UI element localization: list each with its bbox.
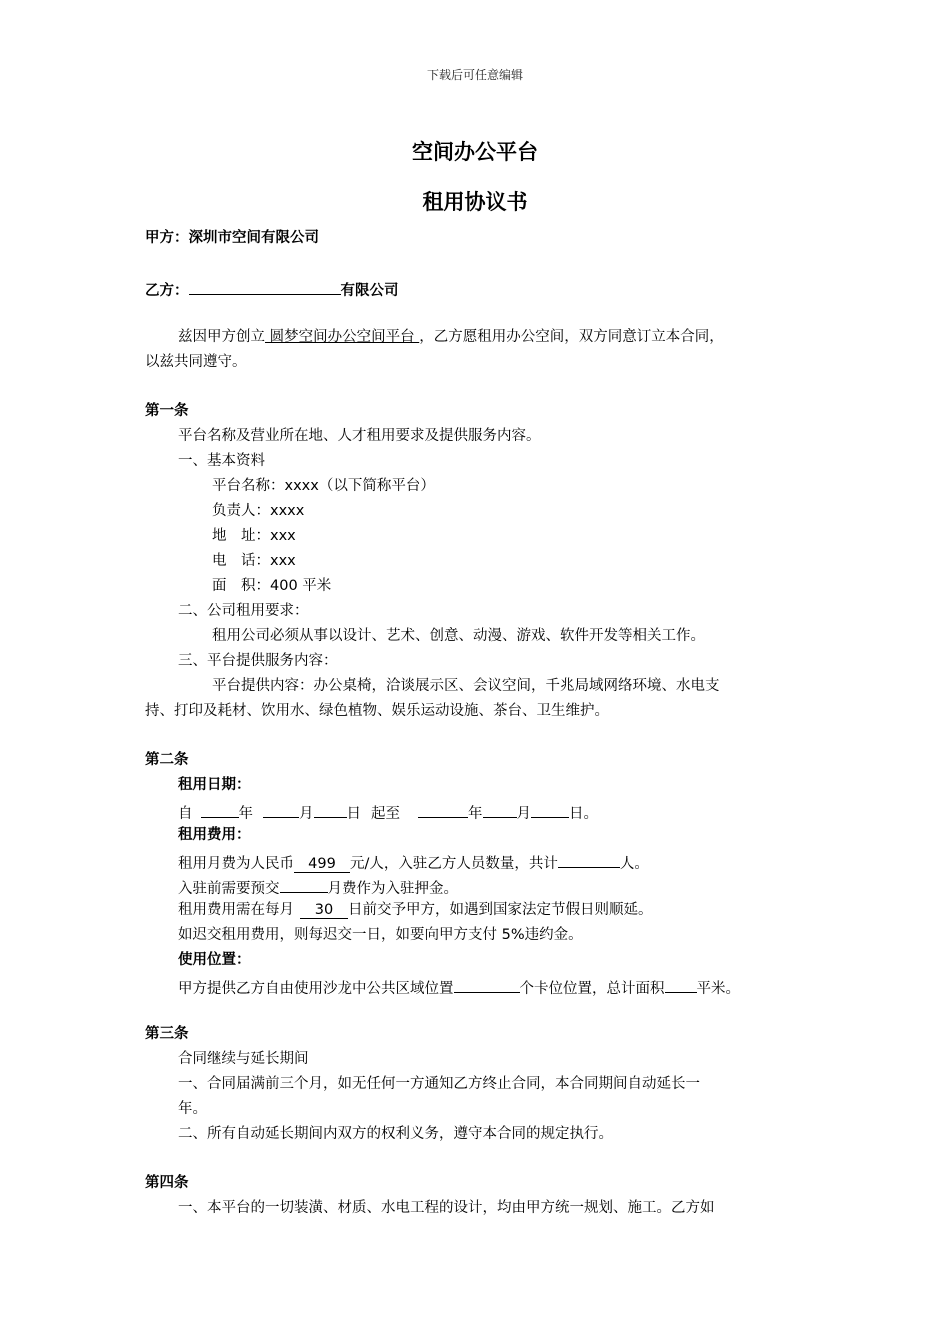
seat-count-blank[interactable] (454, 975, 520, 993)
article-3-clause-1-cont: 年。 (178, 1101, 207, 1117)
services-line-2: 持、打印及耗材、饮用水、绿色植物、娱乐运动设施、茶台、卫生维护。 (145, 703, 609, 719)
phone-label: 电 话： (212, 553, 270, 569)
monthly-fee-line (178, 850, 649, 874)
location-text: 甲方提供乙方自由使用沙龙中公共区域位置 (178, 981, 454, 997)
party-b (145, 277, 399, 301)
start-day-blank[interactable] (314, 800, 347, 818)
intro-platform-name: 圆梦空间办公空间平台 (265, 329, 420, 345)
document-subtitle: 租用协议书 (422, 190, 528, 214)
payment-text: 租用费用需在每月 (178, 902, 294, 918)
date-to-label: 起至 (371, 806, 400, 822)
year-label-end: 年 (468, 806, 483, 822)
article-3-clause-1: 一、合同届满前三个月，如无任何一方通知乙方终止合同，本合同期间自动延长一 (178, 1076, 700, 1092)
payment-day[interactable]: 30 (300, 901, 348, 919)
fee-text-cont: 元/人，入驻乙方人员数量，共计 (350, 856, 558, 872)
location-text-end: 平米。 (696, 981, 740, 997)
address-value: xxx (270, 528, 296, 544)
platform-area (212, 576, 331, 596)
total-area-blank[interactable] (665, 975, 697, 993)
deposit-months-blank[interactable] (280, 875, 328, 893)
usage-location-line (178, 975, 740, 999)
end-month-blank[interactable] (483, 800, 517, 818)
month-label: 月 (299, 806, 314, 822)
end-year-blank[interactable] (418, 800, 468, 818)
party-b-suffix: 有限公司 (340, 283, 399, 299)
article-1-section-2: 二、公司租用要求： (178, 603, 309, 619)
usage-location-heading: 使用位置： (178, 952, 251, 968)
payment-text-cont: 日前交予甲方，如遇到国家法定节假日则顺延。 (348, 902, 653, 918)
rental-requirement: 租用公司必须从事以设计、艺术、创意、动漫、游戏、软件开发等相关工作。 (212, 628, 705, 644)
month-label-end: 月 (516, 806, 531, 822)
start-month-blank[interactable] (263, 800, 299, 818)
day-label: 日 (346, 806, 361, 822)
platform-name: 平台名称：xxxx（以下简称平台） (212, 478, 435, 494)
rental-fee-heading: 租用费用： (178, 827, 251, 843)
day-label-end: 日。 (569, 806, 598, 822)
payment-due-line (178, 900, 653, 920)
end-day-blank[interactable] (531, 800, 569, 818)
document-title: 空间办公平台 (412, 140, 538, 164)
year-label: 年 (238, 806, 253, 822)
address-label: 地 址： (212, 528, 270, 544)
location-text-cont: 个卡位位置，总计面积 (519, 981, 665, 997)
deposit-text-cont: 月费作为入驻押金。 (327, 881, 458, 897)
article-1-desc: 平台名称及营业所在地、人才租用要求及提供服务内容。 (178, 428, 541, 444)
rental-date-line (178, 800, 598, 824)
deposit-line (178, 875, 458, 899)
area-label: 面 积： (212, 578, 270, 594)
platform-owner: 负责人：xxxx (212, 503, 305, 519)
party-b-blank[interactable] (189, 277, 341, 295)
services-line-1: 平台提供内容：办公桌椅，洽谈展示区、会议空间，千兆局域网络环境、水电支 (212, 678, 720, 694)
deposit-text: 入驻前需要预交 (178, 881, 280, 897)
party-a: 甲方：深圳市空间有限公司 (145, 230, 319, 246)
intro-text-cont: ，乙方愿租用办公空间，双方同意订立本合同， (419, 329, 724, 345)
platform-address (212, 526, 296, 546)
fee-amount[interactable]: 499 (294, 855, 350, 873)
fee-text-end: 人。 (619, 856, 649, 872)
article-3-desc: 合同继续与延长期间 (178, 1051, 309, 1067)
late-fee-line: 如迟交租用费用，则每迟交一日，如要向甲方支付 5%违约金。 (178, 927, 583, 943)
page-header: 下载后可任意编辑 (426, 68, 523, 82)
article-1-heading: 第一条 (145, 403, 189, 419)
article-1-section-3: 三、平台提供服务内容： (178, 653, 338, 669)
intro-line-2: 以兹共同遵守。 (145, 354, 247, 370)
article-4-clause-1: 一、本平台的一切装潢、材质、水电工程的设计，均由甲方统一规划、施工。乙方如 (178, 1200, 715, 1216)
platform-phone (212, 551, 296, 571)
headcount-blank[interactable] (558, 850, 620, 868)
article-1-section-1: 一、基本资料 (178, 453, 265, 469)
area-value: 400 平米 (270, 578, 332, 594)
intro-text: 兹因甲方创立 (178, 329, 265, 345)
fee-text: 租用月费为人民币 (178, 856, 294, 872)
rental-date-heading: 租用日期： (178, 777, 251, 793)
article-3-clause-2: 二、所有自动延长期间内双方的权利义务，遵守本合同的规定执行。 (178, 1126, 613, 1142)
intro-line-1 (178, 327, 724, 347)
phone-value: xxx (270, 553, 296, 569)
start-year-blank[interactable] (201, 800, 239, 818)
article-2-heading: 第二条 (145, 752, 189, 768)
party-b-label: 乙方： (145, 283, 189, 299)
article-3-heading: 第三条 (145, 1026, 189, 1042)
date-from-label: 自 (178, 806, 193, 822)
article-4-heading: 第四条 (145, 1175, 189, 1191)
